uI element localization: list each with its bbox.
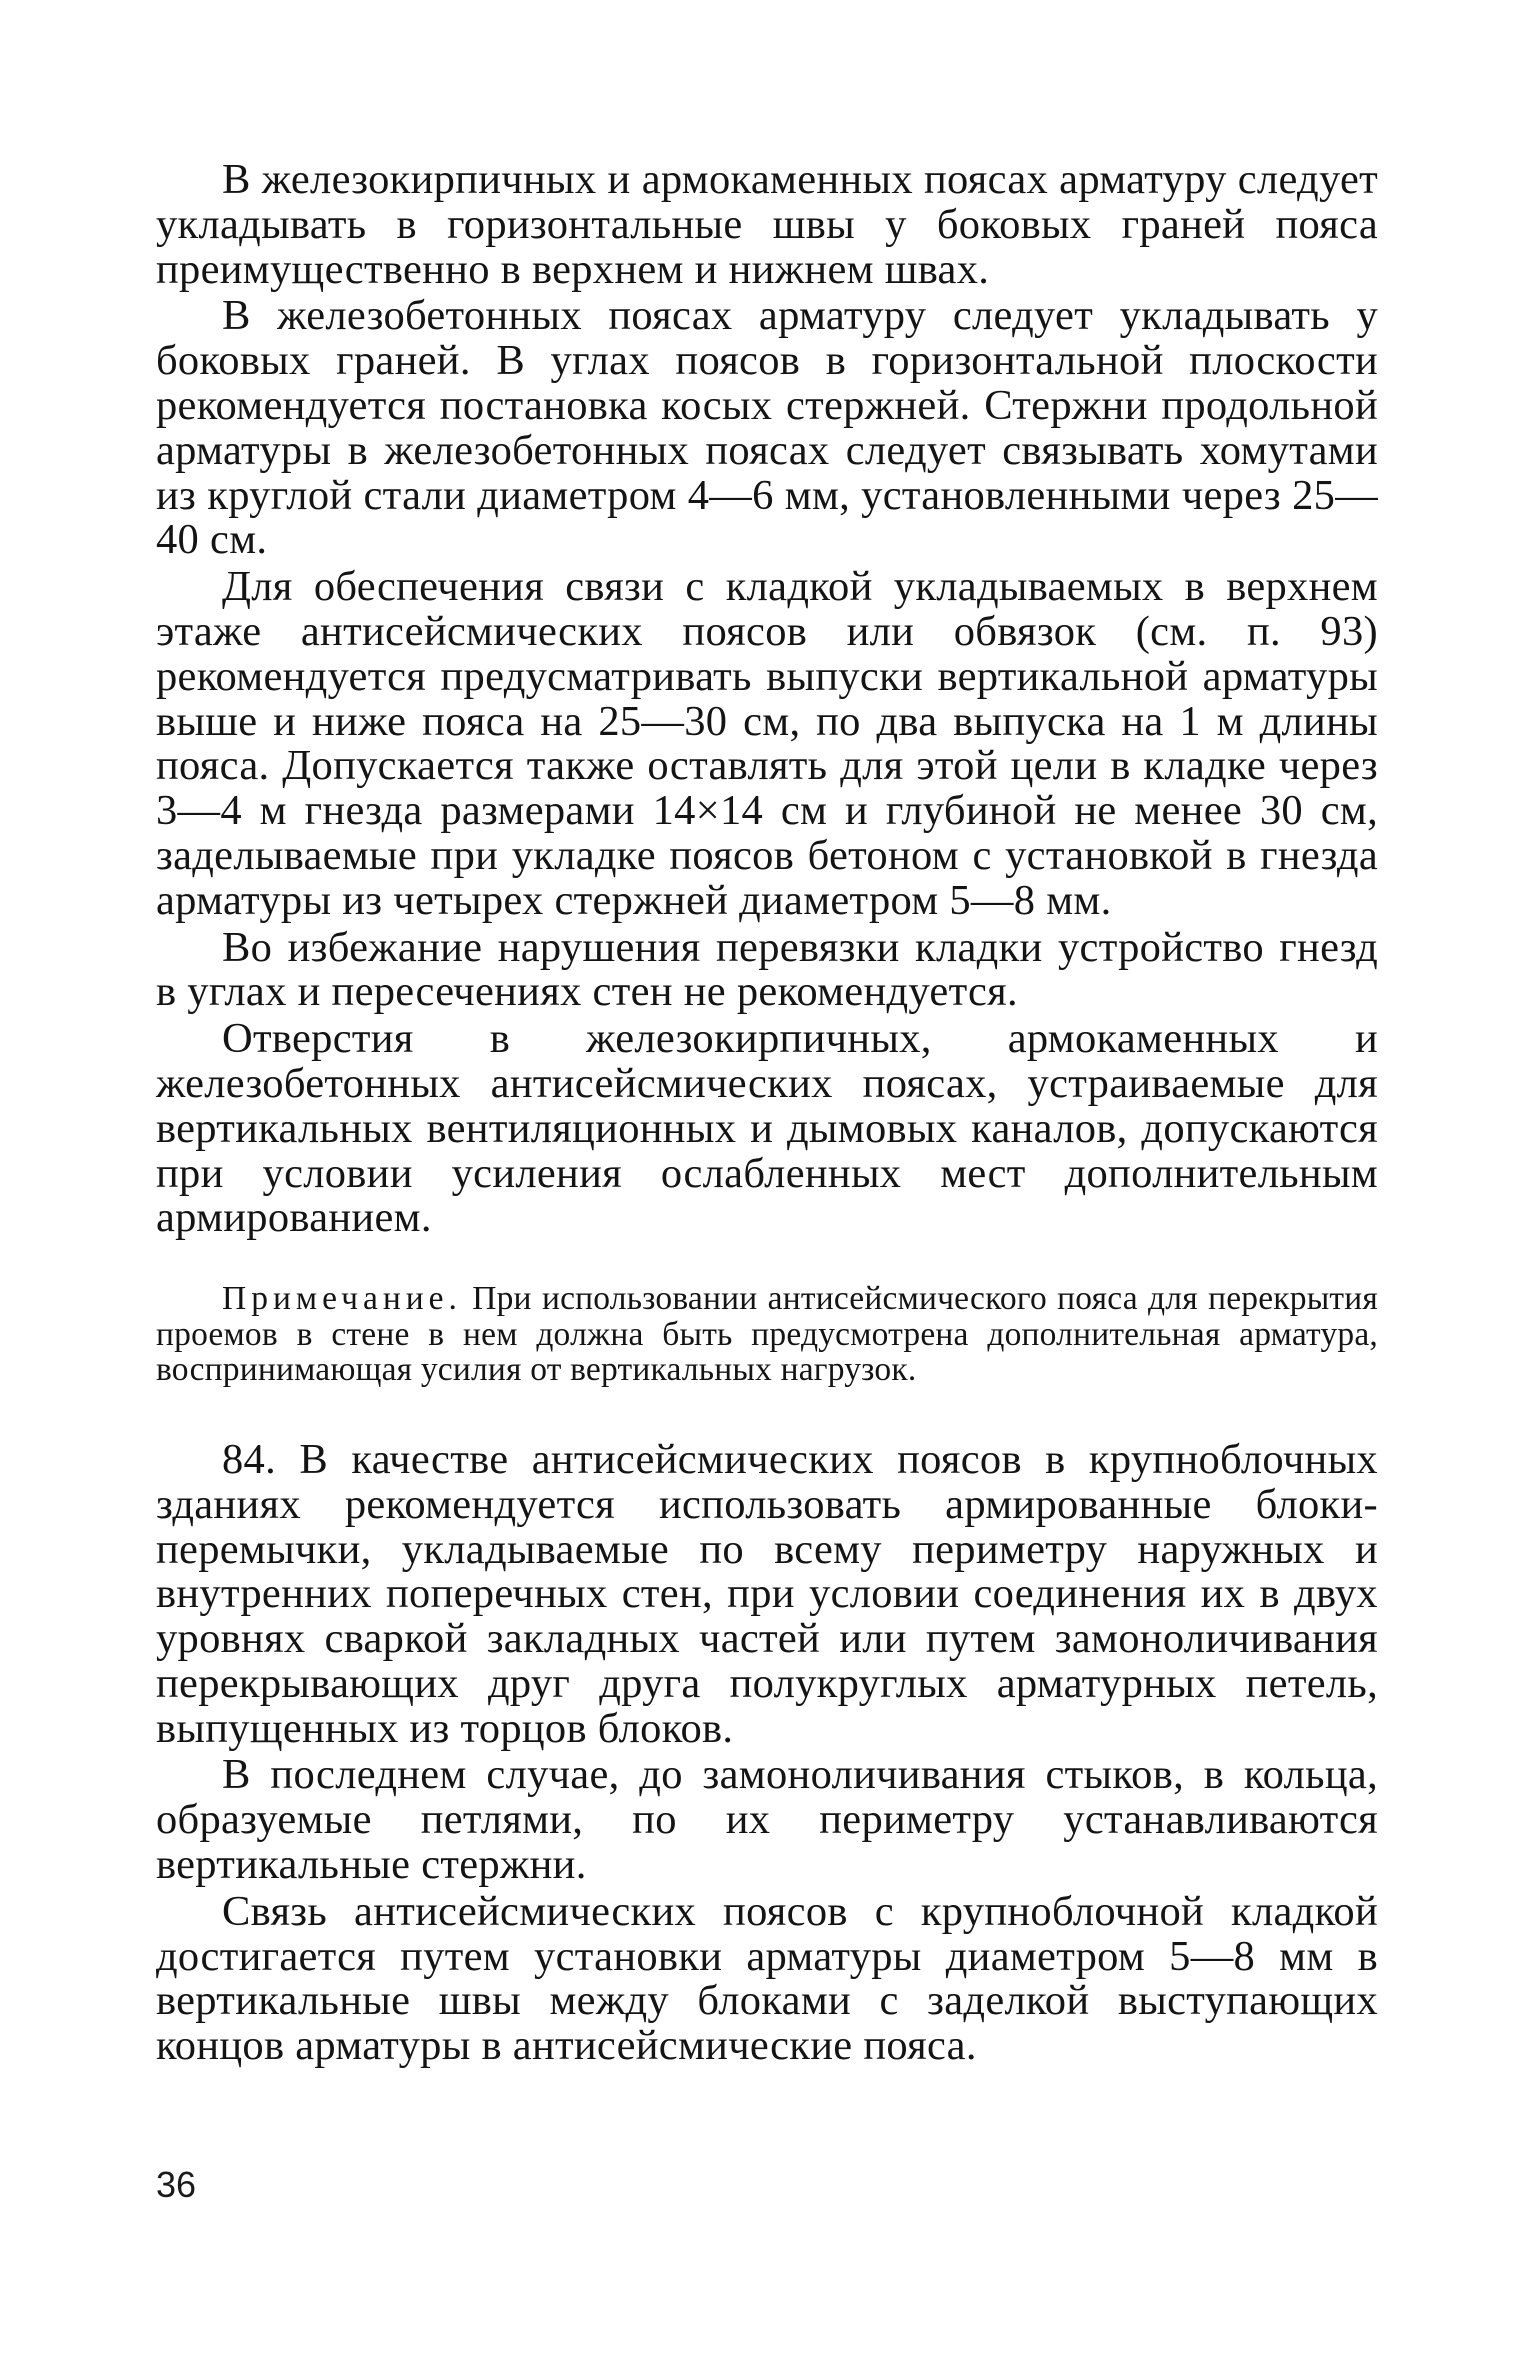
note-label: Примечание.: [222, 1280, 462, 1318]
paragraph: В железокирпичных и армокаменных поясах арматуру следует укладывать в горизонтальные швы у боковых граней пояса преимущественно в верхнем и нижнем швах.: [156, 156, 1378, 293]
footnote: [156, 1281, 1378, 1388]
paragraph: Во избежание нарушения перевязки кладки устройство гнезд в углах и пересечениях стен не рекомендуется.: [156, 923, 1378, 1016]
paragraph: 84. В качестве антисейсмических поясов в крупноблочных зданиях рекомендуется использовать армированные блоки-перемычки, укладываемые по всему периметру наружных и внутренних поперечных стен, при условии соединения их в двух уровнях сваркой закладных частей или путем замоноличивания перекрывающих друг друга полукруглых арматурных петель, выпущенных из торцов блоков.: [156, 1435, 1378, 1752]
note-text: При использовании антисейсмического пояса для перекрытия проемов в стене в нем должна быть предусмотрена дополнительная арматура, воспринимающая усилия от вертикальных нагрузок.: [156, 1280, 1378, 1389]
section-84: [156, 1435, 1378, 2070]
paragraph: В последнем случае, до замоноличивания стыков, в кольца, образуемые петлями, по их периметру устанавливаются вертикальные стержни.: [156, 1751, 1378, 1889]
paragraph: В железобетонных поясах арматуру следует укладывать у боковых граней. В углах поясов в горизонтальной плоскости рекомендуется постановка косых стержней. Стержни продольной арматуры в железобетонных поясах следует связывать хомутами из круглой стали диаметром 4—6 мм, установленными через 25—40 см.: [156, 292, 1378, 564]
paragraph: Для обеспечения связи с кладкой укладываемых в верхнем этаже антисейсмических поясов или обвязок (см. п. 93) рекомендуется предусматривать выпуски вертикальной арматуры выше и ниже пояса на 25—30 см, по два выпуска на 1 м длины пояса. Допускается также оставлять для этой цели в кладке через 3—4 м гнезда размерами 14×14 см и глубиной не менее 30 см, заделываемые при укладке поясов бетоном с установкой в гнезда арматуры из четырех стержней диаметром 5—8 мм.: [156, 563, 1378, 924]
page-number: 36: [156, 2164, 197, 2205]
paragraph: Связь антисейсмических поясов с крупноблочной кладкой достигается путем установки арматуры диаметром 5—8 мм в вертикальные швы между блоками с заделкой выступающих концов арматуры в антисейсмические пояса.: [156, 1887, 1378, 2070]
body-text: [156, 158, 1378, 2069]
paragraph: Отверстия в железокирпичных, армокаменных и железобетонных антисейсмических поясах, устраиваемые для вертикальных вентиляционных и дымовых каналов, допускаются при условии усиления ослабленных мест дополнительным армированием.: [156, 1015, 1378, 1242]
